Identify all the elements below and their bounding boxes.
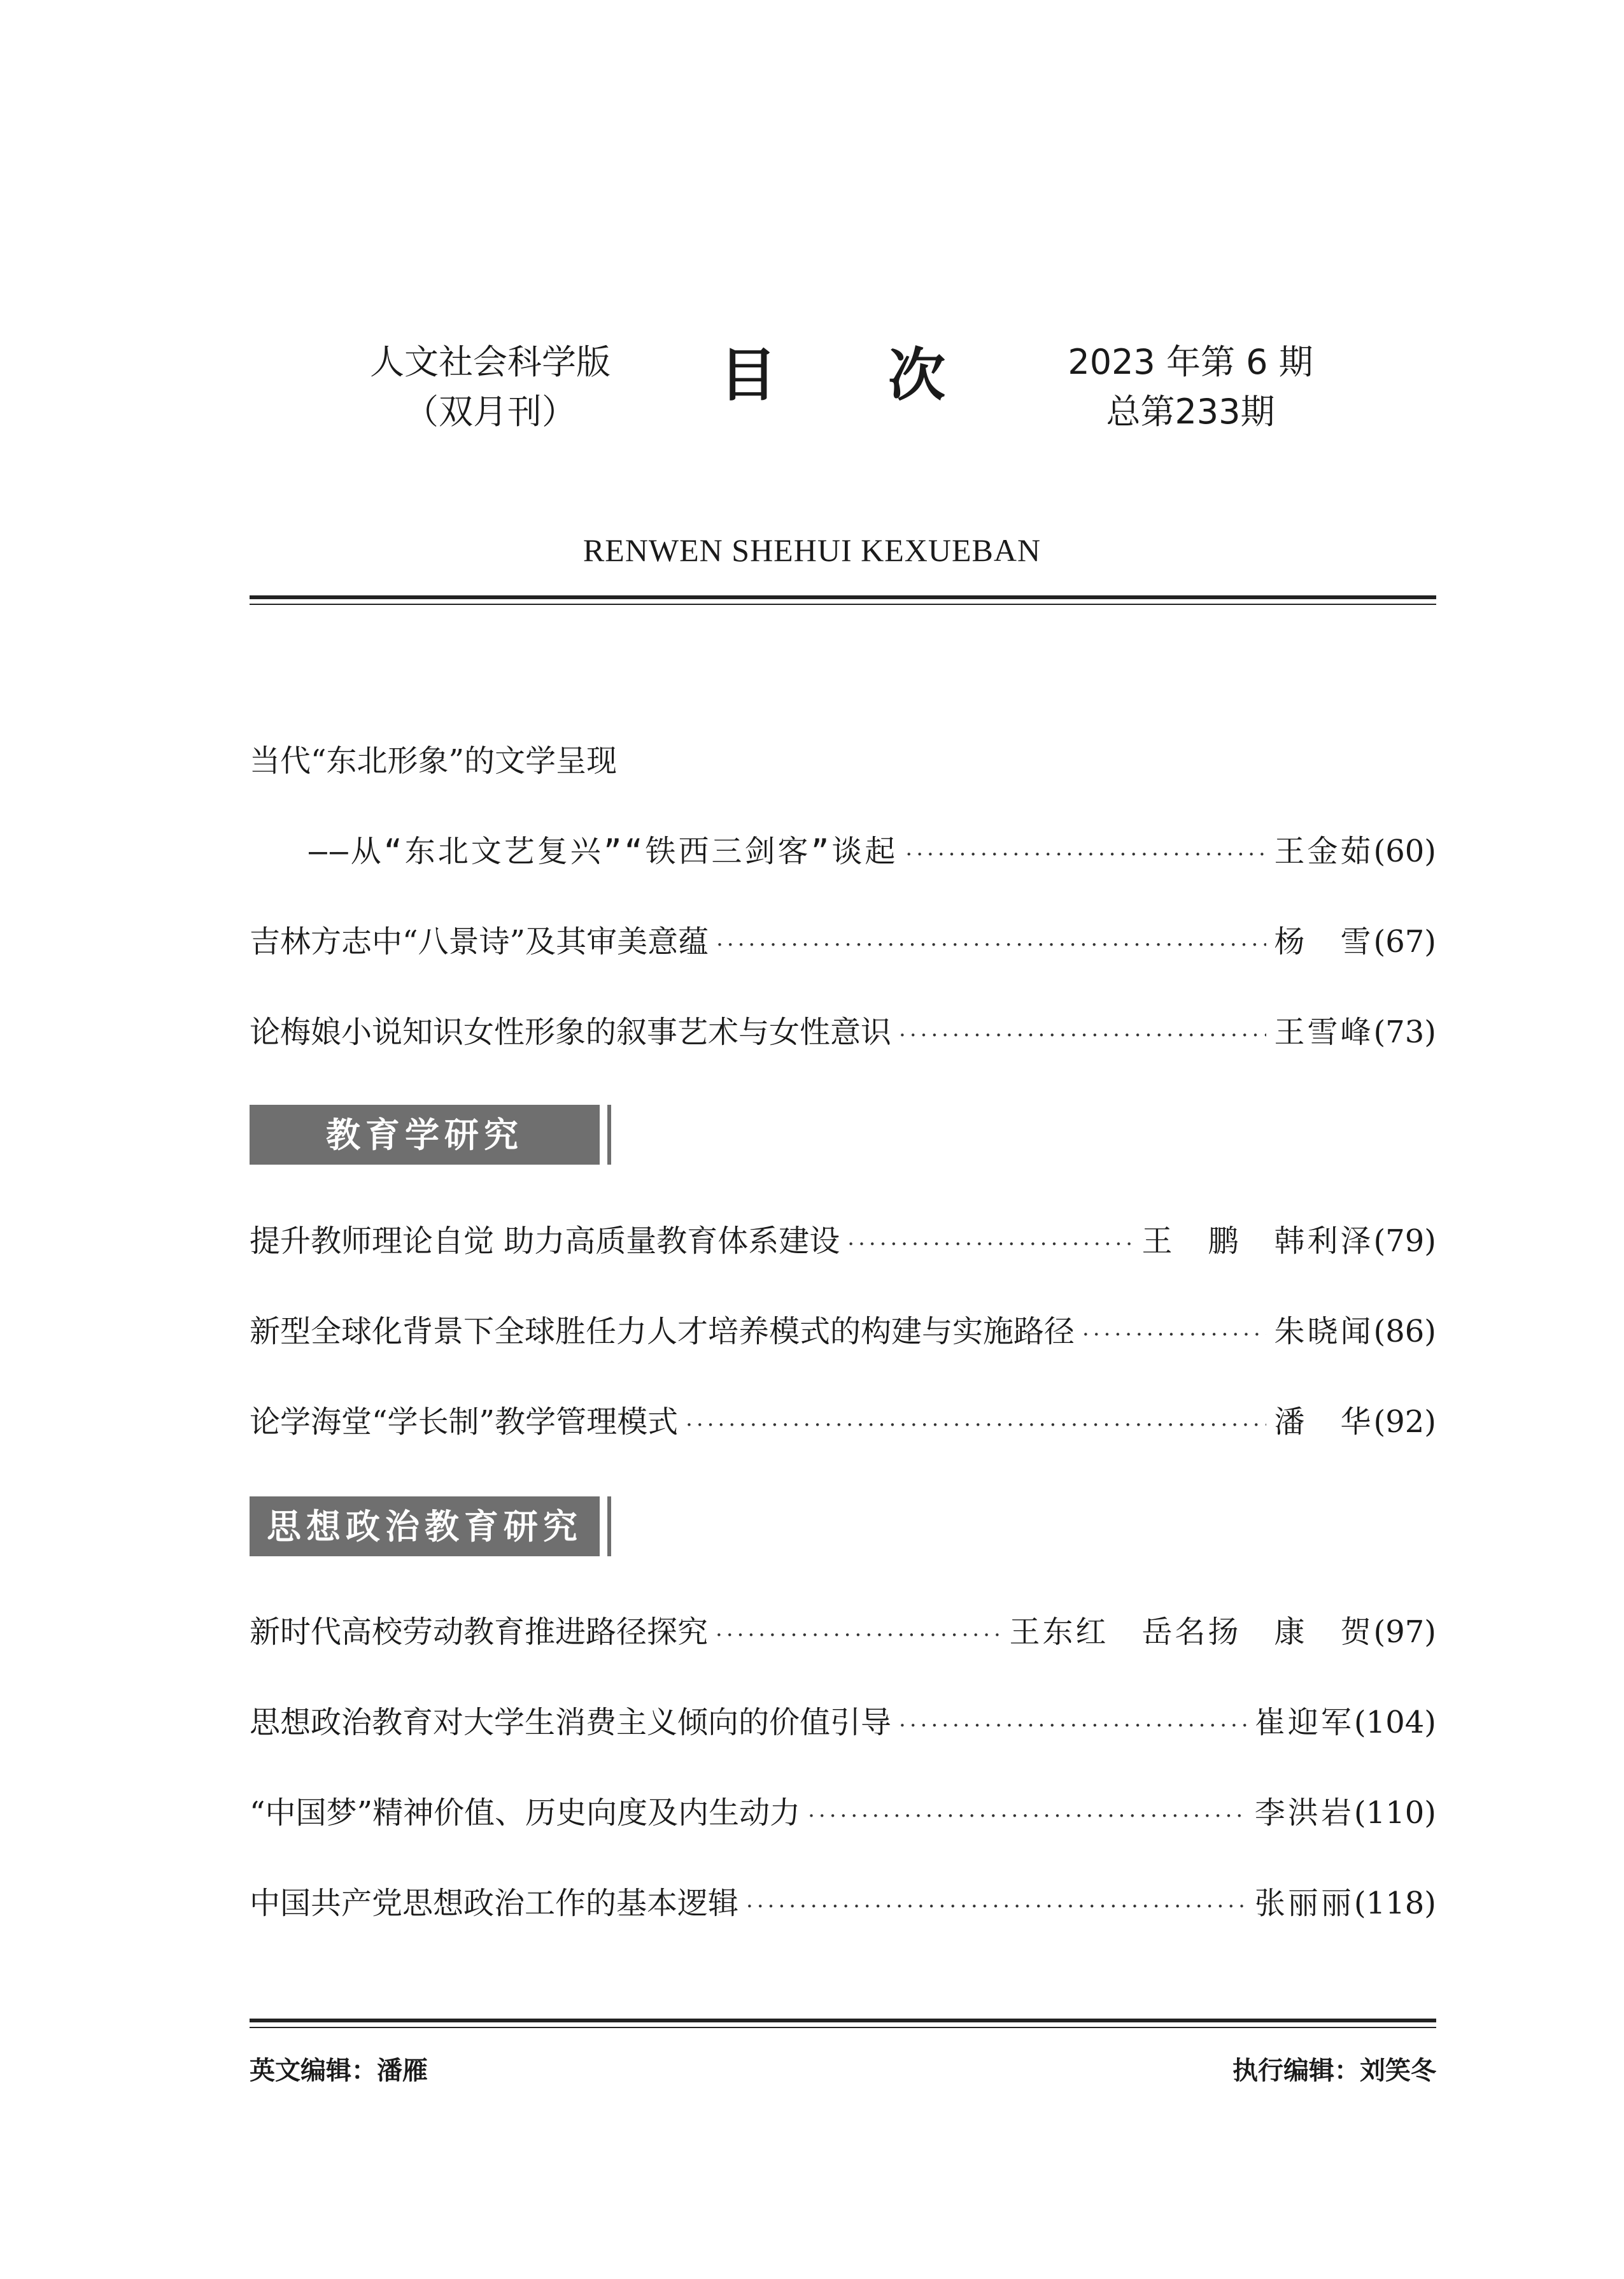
leader-dots bbox=[899, 1013, 1266, 1058]
section-heading-ideological: 思想政治教育研究 bbox=[250, 1496, 600, 1556]
entry-page: (73) bbox=[1373, 1014, 1436, 1050]
header-rule-thick bbox=[250, 595, 1436, 599]
toc-entry[interactable] bbox=[250, 1610, 1436, 1654]
leader-dots bbox=[716, 1613, 1001, 1658]
issue-info bbox=[1031, 337, 1350, 437]
leader-dots bbox=[746, 1884, 1247, 1929]
leader-dots bbox=[716, 923, 1266, 967]
leader-dots bbox=[899, 1703, 1247, 1748]
toc-entry[interactable] bbox=[250, 1400, 1436, 1444]
header-rule-thin bbox=[250, 604, 1436, 605]
entry-page: (110) bbox=[1353, 1795, 1436, 1831]
leader-dots bbox=[847, 1222, 1134, 1267]
entry-title: 吉林方志中“八景诗”及其审美意蕴 bbox=[250, 924, 709, 960]
toc-entry[interactable] bbox=[250, 1010, 1436, 1054]
toc-entry[interactable] bbox=[250, 1791, 1436, 1835]
entry-title: 新型全球化背景下全球胜任力人才培养模式的构建与实施路径 bbox=[250, 1314, 1075, 1349]
entry-title: 中国共产党思想政治工作的基本逻辑 bbox=[250, 1885, 739, 1921]
entry-page: (118) bbox=[1353, 1885, 1436, 1921]
entry-author: 王金茹 bbox=[1274, 834, 1374, 869]
edition-frequency: （双月刊） bbox=[404, 392, 576, 432]
entry-author: 王 鹏 韩利泽 bbox=[1141, 1223, 1374, 1259]
section-heading-bar bbox=[607, 1105, 611, 1165]
entry-author: 王雪峰 bbox=[1274, 1014, 1374, 1050]
entry-title: 思想政治教育对大学生消费主义倾向的价值引导 bbox=[250, 1705, 892, 1740]
toc-entry[interactable] bbox=[250, 739, 1436, 783]
entry-page: (60) bbox=[1373, 834, 1436, 869]
entry-title: 论梅娘小说知识女性形象的叙事艺术与女性意识 bbox=[250, 1014, 892, 1050]
section-heading-education: 教育学研究 bbox=[250, 1105, 600, 1165]
leader-dots bbox=[808, 1794, 1247, 1838]
total-issue-number: 总第233期 bbox=[1106, 392, 1275, 432]
entry-page: (79) bbox=[1373, 1223, 1436, 1259]
entry-title: 提升教师理论自觉 助力高质量教育体系建设 bbox=[250, 1223, 840, 1259]
toc-entry[interactable] bbox=[250, 919, 1436, 964]
toc-entry[interactable] bbox=[250, 1700, 1436, 1745]
entry-page: (86) bbox=[1373, 1314, 1436, 1349]
entry-title: 新时代高校劳动教育推进路径探究 bbox=[250, 1614, 709, 1650]
entry-page: (92) bbox=[1373, 1404, 1436, 1440]
entry-page: (67) bbox=[1373, 924, 1436, 960]
entry-author: 潘 华 bbox=[1274, 1404, 1374, 1440]
journal-pinyin: RENWEN SHEHUI KEXUEBAN bbox=[583, 532, 1041, 568]
toc-entry[interactable] bbox=[250, 1309, 1436, 1354]
journal-edition bbox=[331, 337, 649, 437]
entry-author: 朱晓闻 bbox=[1274, 1314, 1374, 1349]
entry-author: 崔迎军 bbox=[1254, 1705, 1354, 1740]
entry-author: 张丽丽 bbox=[1254, 1885, 1354, 1921]
entry-author: 杨 雪 bbox=[1274, 924, 1374, 960]
footer-rule-thin bbox=[250, 2027, 1436, 2028]
leader-dots bbox=[1082, 1312, 1266, 1357]
toc-title-char-2: 次 bbox=[888, 342, 945, 409]
entry-title: 论学海堂“学长制”教学管理模式 bbox=[250, 1404, 679, 1440]
entry-page: (97) bbox=[1373, 1614, 1436, 1650]
entry-title: 当代“东北形象”的文学呈现 bbox=[250, 743, 618, 779]
entry-title: “中国梦”精神价值、历史向度及内生动力 bbox=[250, 1795, 801, 1831]
leader-dots bbox=[686, 1403, 1266, 1447]
entry-page: (104) bbox=[1353, 1705, 1436, 1740]
issue-number: 2023 年第 6 期 bbox=[1068, 342, 1313, 382]
toc-title-char-1: 目 bbox=[719, 342, 777, 409]
edition-name: 人文社会科学版 bbox=[370, 342, 611, 382]
toc-entry[interactable] bbox=[250, 1881, 1436, 1926]
entry-subtitle: ——从“东北文艺复兴”“铁西三剑客”谈起 bbox=[309, 834, 898, 869]
toc-entry[interactable] bbox=[250, 1219, 1436, 1263]
entry-author: 李洪岩 bbox=[1254, 1795, 1354, 1831]
executive-editor: 执行编辑：刘笑冬 bbox=[1232, 2056, 1436, 2085]
footer-rule-thick bbox=[250, 2019, 1436, 2022]
toc-entry[interactable] bbox=[309, 829, 1436, 874]
entry-author: 王东红 岳名扬 康 贺 bbox=[1009, 1614, 1374, 1650]
leader-dots bbox=[905, 832, 1266, 877]
section-heading-bar bbox=[607, 1496, 611, 1556]
english-editor: 英文编辑：潘雁 bbox=[250, 2056, 428, 2085]
